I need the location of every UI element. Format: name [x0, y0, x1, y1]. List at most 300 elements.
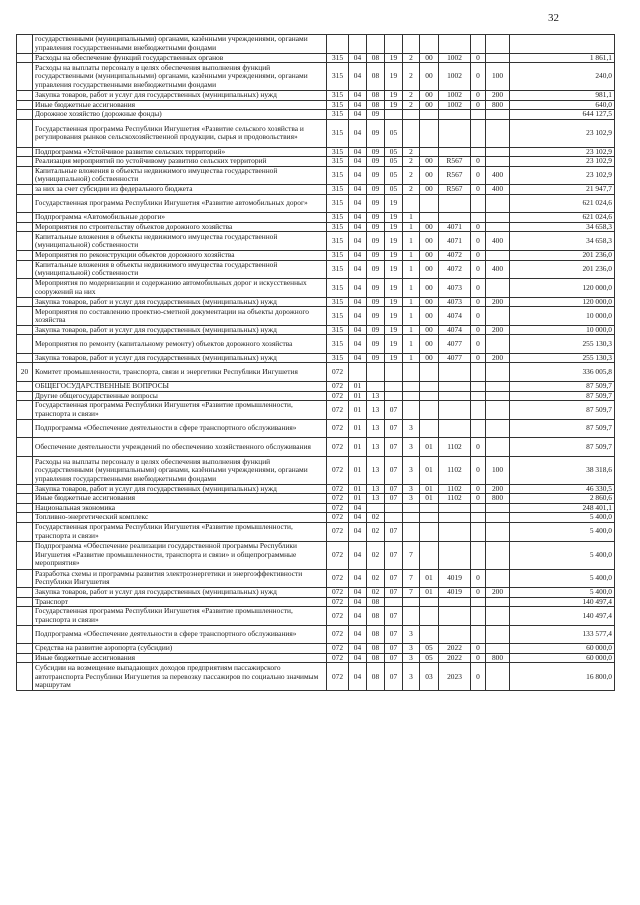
row-subsection-code: 09: [367, 279, 385, 298]
row-subprogram-code: 3: [403, 456, 420, 484]
row-ved-code: 315: [327, 185, 349, 195]
row-name: Капитальные вложения в объекты недвижимого имущества государственной (муниципальной) собственности: [33, 232, 327, 251]
row-section-code: 01: [349, 484, 367, 494]
row-expense-type-code: [486, 335, 510, 354]
row-subsection-code: 09: [367, 213, 385, 223]
row-ved-code: 072: [327, 663, 349, 691]
table-row: [17, 401, 615, 420]
row-direction-code: [439, 625, 471, 644]
row-measure-code: [420, 419, 439, 438]
row-direction-suffix: [471, 522, 486, 541]
row-direction-code: [439, 503, 471, 513]
row-direction-code: [439, 110, 471, 120]
row-number: [17, 335, 33, 354]
row-section-code: 04: [349, 63, 367, 91]
row-measure-code: 01: [420, 438, 439, 457]
row-direction-code: 4077: [439, 353, 471, 363]
row-subprogram-code: 3: [403, 625, 420, 644]
row-ved-code: 072: [327, 363, 349, 382]
row-number: [17, 297, 33, 307]
row-measure-code: 00: [420, 53, 439, 63]
row-subsection-code: 08: [367, 644, 385, 654]
row-ved-code: 315: [327, 166, 349, 185]
row-amount: 240,0: [510, 63, 615, 91]
row-number: [17, 194, 33, 213]
row-measure-code: [420, 513, 439, 523]
row-expense-type-code: [486, 438, 510, 457]
row-subprogram-code: [403, 110, 420, 120]
row-direction-suffix: 0: [471, 297, 486, 307]
row-ved-code: 315: [327, 100, 349, 110]
row-amount: 5 400,0: [510, 513, 615, 523]
row-expense-type-code: 800: [486, 653, 510, 663]
table-row: [17, 644, 615, 654]
row-number: [17, 484, 33, 494]
row-ved-code: 315: [327, 353, 349, 363]
row-measure-code: 00: [420, 260, 439, 279]
row-section-code: 04: [349, 663, 367, 691]
row-expense-type-code: [486, 213, 510, 223]
row-expense-type-code: 800: [486, 100, 510, 110]
row-ved-code: 315: [327, 279, 349, 298]
row-direction-code: 4019: [439, 588, 471, 598]
row-section-code: 04: [349, 353, 367, 363]
row-direction-code: R567: [439, 185, 471, 195]
row-program-code: 19: [385, 297, 403, 307]
row-program-code: 07: [385, 607, 403, 626]
row-direction-suffix: 0: [471, 325, 486, 335]
row-subprogram-code: [403, 363, 420, 382]
row-subsection-code: 09: [367, 185, 385, 195]
row-measure-code: 01: [420, 494, 439, 504]
row-number: [17, 325, 33, 335]
row-subsection-code: 09: [367, 119, 385, 147]
row-measure-code: [420, 147, 439, 157]
row-section-code: 04: [349, 522, 367, 541]
row-program-code: 19: [385, 325, 403, 335]
row-program-code: 07: [385, 569, 403, 588]
row-ved-code: 072: [327, 541, 349, 569]
row-program-code: 19: [385, 353, 403, 363]
row-amount: 120 000,0: [510, 279, 615, 298]
row-ved-code: 315: [327, 157, 349, 167]
row-number: [17, 401, 33, 420]
row-name: Подпрограмма «Обеспечение деятельности в сфере транспортного обслуживания»: [33, 625, 327, 644]
row-subsection-code: 13: [367, 484, 385, 494]
row-measure-code: [420, 194, 439, 213]
row-program-code: 19: [385, 100, 403, 110]
row-subsection-code: 02: [367, 513, 385, 523]
row-number: [17, 185, 33, 195]
row-direction-suffix: 0: [471, 222, 486, 232]
row-subprogram-code: 1: [403, 297, 420, 307]
row-ved-code: [327, 35, 349, 54]
row-subsection-code: 02: [367, 588, 385, 598]
row-amount: 87 509,7: [510, 419, 615, 438]
row-number: [17, 147, 33, 157]
row-program-code: 07: [385, 438, 403, 457]
row-program-code: 07: [385, 663, 403, 691]
row-ved-code: 072: [327, 522, 349, 541]
row-section-code: 04: [349, 307, 367, 326]
table-row: [17, 625, 615, 644]
table-row: [17, 91, 615, 101]
row-program-code: 07: [385, 522, 403, 541]
row-name: Государственная программа Республики Ингушетия «Развитие сельского хозяйства и регулирования рынков сельскохозяйственной продукции, сырья и продовольствия»: [33, 119, 327, 147]
row-program-code: 19: [385, 251, 403, 261]
row-number: 20: [17, 363, 33, 382]
row-program-code: 07: [385, 625, 403, 644]
row-ved-code: 072: [327, 513, 349, 523]
row-amount: 60 000,0: [510, 653, 615, 663]
row-direction-suffix: [471, 401, 486, 420]
row-section-code: 04: [349, 279, 367, 298]
row-program-code: 07: [385, 541, 403, 569]
row-expense-type-code: [486, 119, 510, 147]
row-section-code: 04: [349, 222, 367, 232]
row-section-code: 04: [349, 607, 367, 626]
row-subprogram-code: 1: [403, 307, 420, 326]
row-ved-code: 072: [327, 484, 349, 494]
row-expense-type-code: [486, 251, 510, 261]
row-program-code: [385, 513, 403, 523]
row-direction-code: R567: [439, 157, 471, 167]
row-measure-code: 00: [420, 307, 439, 326]
row-name: Закупка товаров, работ и услуг для государственных (муниципальных) нужд: [33, 325, 327, 335]
row-subprogram-code: 3: [403, 484, 420, 494]
row-subprogram-code: 1: [403, 251, 420, 261]
row-subsection-code: 09: [367, 222, 385, 232]
row-section-code: 04: [349, 166, 367, 185]
row-name: Закупка товаров, работ и услуг для государственных (муниципальных) нужд: [33, 588, 327, 598]
row-direction-suffix: 0: [471, 653, 486, 663]
row-direction-code: 4073: [439, 279, 471, 298]
row-amount: 621 024,6: [510, 213, 615, 223]
row-section-code: 04: [349, 194, 367, 213]
row-ved-code: 072: [327, 419, 349, 438]
row-amount: 34 658,3: [510, 232, 615, 251]
row-number: [17, 353, 33, 363]
row-amount: 10 000,0: [510, 307, 615, 326]
row-amount: 201 236,0: [510, 260, 615, 279]
row-ved-code: 315: [327, 53, 349, 63]
row-expense-type-code: 100: [486, 63, 510, 91]
row-name: Государственная программа Республики Ингушетия «Развитие промышленности, транспорта и связи»: [33, 401, 327, 420]
row-direction-suffix: 0: [471, 63, 486, 91]
row-number: [17, 251, 33, 261]
row-section-code: 04: [349, 644, 367, 654]
row-name: Дорожное хозяйство (дорожные фонды): [33, 110, 327, 120]
row-subprogram-code: [403, 391, 420, 401]
table-row: [17, 513, 615, 523]
row-ved-code: 315: [327, 297, 349, 307]
row-program-code: [385, 391, 403, 401]
row-subsection-code: 13: [367, 391, 385, 401]
row-number: [17, 166, 33, 185]
row-expense-type-code: 400: [486, 185, 510, 195]
row-subprogram-code: 2: [403, 166, 420, 185]
row-measure-code: 00: [420, 279, 439, 298]
row-amount: 640,0: [510, 100, 615, 110]
row-section-code: 04: [349, 53, 367, 63]
row-program-code: 19: [385, 335, 403, 354]
row-amount: 981,1: [510, 91, 615, 101]
row-section-code: 01: [349, 494, 367, 504]
row-expense-type-code: [486, 503, 510, 513]
row-amount: 87 509,7: [510, 438, 615, 457]
row-ved-code: 315: [327, 222, 349, 232]
row-direction-code: 4019: [439, 569, 471, 588]
row-subprogram-code: 1: [403, 260, 420, 279]
row-subsection-code: 02: [367, 522, 385, 541]
row-subprogram-code: 2: [403, 91, 420, 101]
row-amount: 120 000,0: [510, 297, 615, 307]
row-name: Государственная программа Республики Ингушетия «Развитие промышленности, транспорта и связи»: [33, 522, 327, 541]
row-measure-code: 01: [420, 588, 439, 598]
row-name: Средства на развитие аэропорта (субсидии): [33, 644, 327, 654]
row-number: [17, 279, 33, 298]
row-expense-type-code: [486, 53, 510, 63]
row-direction-suffix: [471, 541, 486, 569]
row-program-code: 19: [385, 232, 403, 251]
row-section-code: 04: [349, 625, 367, 644]
table-row: [17, 100, 615, 110]
row-section-code: 04: [349, 119, 367, 147]
row-direction-code: [439, 35, 471, 54]
row-ved-code: 315: [327, 91, 349, 101]
table-row: [17, 335, 615, 354]
row-direction-code: 2022: [439, 653, 471, 663]
row-subsection-code: 13: [367, 438, 385, 457]
row-section-code: 04: [349, 260, 367, 279]
row-subsection-code: 09: [367, 335, 385, 354]
row-section-code: 04: [349, 541, 367, 569]
row-program-code: [385, 110, 403, 120]
row-direction-code: [439, 213, 471, 223]
row-subsection-code: 09: [367, 232, 385, 251]
row-number: [17, 597, 33, 607]
table-row: [17, 494, 615, 504]
row-direction-code: [439, 607, 471, 626]
row-number: [17, 53, 33, 63]
row-expense-type-code: 100: [486, 456, 510, 484]
row-expense-type-code: 400: [486, 260, 510, 279]
row-section-code: 04: [349, 503, 367, 513]
row-amount: 60 000,0: [510, 644, 615, 654]
row-number: [17, 653, 33, 663]
row-program-code: 05: [385, 119, 403, 147]
row-ved-code: 315: [327, 194, 349, 213]
row-subsection-code: 09: [367, 325, 385, 335]
table-row: [17, 522, 615, 541]
row-direction-code: 4071: [439, 232, 471, 251]
row-number: [17, 91, 33, 101]
table-row: [17, 607, 615, 626]
row-direction-code: 4077: [439, 335, 471, 354]
row-direction-suffix: [471, 363, 486, 382]
row-direction-suffix: 0: [471, 166, 486, 185]
row-subsection-code: 08: [367, 100, 385, 110]
row-section-code: 04: [349, 335, 367, 354]
row-program-code: 05: [385, 166, 403, 185]
row-direction-code: [439, 419, 471, 438]
row-measure-code: 00: [420, 100, 439, 110]
row-subsection-code: [367, 382, 385, 392]
row-name: Мероприятия по строительству объектов дорожного хозяйства: [33, 222, 327, 232]
row-program-code: 07: [385, 644, 403, 654]
row-subsection-code: [367, 503, 385, 513]
row-expense-type-code: [486, 597, 510, 607]
row-direction-suffix: 0: [471, 456, 486, 484]
row-section-code: 04: [349, 100, 367, 110]
row-ved-code: 072: [327, 653, 349, 663]
row-measure-code: [420, 110, 439, 120]
row-direction-code: [439, 401, 471, 420]
row-direction-code: 4074: [439, 307, 471, 326]
row-ved-code: 072: [327, 438, 349, 457]
row-program-code: 19: [385, 53, 403, 63]
row-direction-code: [439, 597, 471, 607]
row-name: государственными (муниципальными) органами, казёнными учреждениями, органами управления государственными внебюджетными фондами: [33, 35, 327, 54]
row-measure-code: [420, 363, 439, 382]
budget-table: [16, 34, 615, 691]
row-program-code: 19: [385, 63, 403, 91]
row-section-code: [349, 35, 367, 54]
table-row: [17, 63, 615, 91]
row-amount: 621 024,6: [510, 194, 615, 213]
row-expense-type-code: [486, 279, 510, 298]
row-program-code: 07: [385, 484, 403, 494]
row-subprogram-code: [403, 119, 420, 147]
row-program-code: 05: [385, 185, 403, 195]
row-subprogram-code: 1: [403, 213, 420, 223]
row-measure-code: [420, 391, 439, 401]
row-ved-code: 315: [327, 260, 349, 279]
row-number: [17, 494, 33, 504]
row-section-code: 01: [349, 401, 367, 420]
table-row: [17, 503, 615, 513]
row-direction-code: [439, 391, 471, 401]
row-direction-suffix: 0: [471, 251, 486, 261]
row-subsection-code: 09: [367, 194, 385, 213]
row-measure-code: 00: [420, 157, 439, 167]
row-program-code: 05: [385, 147, 403, 157]
row-measure-code: [420, 119, 439, 147]
row-direction-suffix: 0: [471, 100, 486, 110]
table-row: [17, 438, 615, 457]
row-direction-code: 1102: [439, 494, 471, 504]
row-ved-code: 072: [327, 401, 349, 420]
row-section-code: 04: [349, 110, 367, 120]
row-direction-code: 4071: [439, 222, 471, 232]
row-direction-suffix: 0: [471, 232, 486, 251]
row-subsection-code: 09: [367, 110, 385, 120]
row-subsection-code: 08: [367, 625, 385, 644]
row-number: [17, 391, 33, 401]
row-expense-type-code: [486, 35, 510, 54]
row-number: [17, 644, 33, 654]
row-name: Субсидии на возмещение выпадающих доходов предприятиям пассажирского автотранспорта Республики Ингушетия за перевозку пассажиров по социально значимым маршрутам: [33, 663, 327, 691]
row-name: Расходы на выплаты персоналу в целях обеспечения выполнения функций государственными (муниципальными) органами, казёнными учреждениями, органами управления государственными внебюджетными фондами: [33, 456, 327, 484]
row-direction-code: 1002: [439, 91, 471, 101]
row-name: Иные бюджетные ассигнования: [33, 494, 327, 504]
row-subprogram-code: 3: [403, 438, 420, 457]
row-name: Закупка товаров, работ и услуг для государственных (муниципальных) нужд: [33, 297, 327, 307]
table-row: [17, 147, 615, 157]
row-number: [17, 569, 33, 588]
row-measure-code: [420, 35, 439, 54]
row-subsection-code: 08: [367, 91, 385, 101]
row-amount: 10 000,0: [510, 325, 615, 335]
row-expense-type-code: [486, 391, 510, 401]
table-row: [17, 456, 615, 484]
row-direction-code: R567: [439, 166, 471, 185]
row-amount: 5 400,0: [510, 569, 615, 588]
row-subprogram-code: 1: [403, 325, 420, 335]
row-amount: 255 130,3: [510, 353, 615, 363]
row-subprogram-code: 7: [403, 588, 420, 598]
table-row: [17, 325, 615, 335]
row-ved-code: 315: [327, 325, 349, 335]
row-subprogram-code: 3: [403, 419, 420, 438]
row-ved-code: 072: [327, 588, 349, 598]
row-subsection-code: 08: [367, 53, 385, 63]
table-row: [17, 35, 615, 54]
row-direction-code: 1102: [439, 438, 471, 457]
row-expense-type-code: [486, 147, 510, 157]
row-measure-code: [420, 541, 439, 569]
row-number: [17, 157, 33, 167]
row-section-code: 04: [349, 297, 367, 307]
row-amount: 2 860,6: [510, 494, 615, 504]
row-direction-code: [439, 194, 471, 213]
row-direction-suffix: [471, 147, 486, 157]
row-subprogram-code: 2: [403, 147, 420, 157]
table-row: [17, 279, 615, 298]
row-amount: 140 497,4: [510, 597, 615, 607]
row-direction-suffix: 0: [471, 307, 486, 326]
row-ved-code: 072: [327, 391, 349, 401]
row-amount: 5 400,0: [510, 588, 615, 598]
row-amount: 34 658,3: [510, 222, 615, 232]
row-amount: 133 577,4: [510, 625, 615, 644]
row-name: за них за счет субсидии из федерального бюджета: [33, 185, 327, 195]
row-direction-code: [439, 513, 471, 523]
row-expense-type-code: [486, 569, 510, 588]
row-subsection-code: [367, 363, 385, 382]
row-ved-code: 072: [327, 597, 349, 607]
row-section-code: 04: [349, 185, 367, 195]
row-ved-code: 315: [327, 335, 349, 354]
row-program-code: [385, 35, 403, 54]
row-number: [17, 222, 33, 232]
row-ved-code: 315: [327, 251, 349, 261]
row-subprogram-code: 3: [403, 653, 420, 663]
row-ved-code: 072: [327, 382, 349, 392]
row-expense-type-code: 200: [486, 484, 510, 494]
row-subprogram-code: 1: [403, 335, 420, 354]
row-number: [17, 260, 33, 279]
row-direction-suffix: 0: [471, 644, 486, 654]
row-direction-suffix: [471, 382, 486, 392]
row-section-code: 04: [349, 157, 367, 167]
row-amount: 1 861,1: [510, 53, 615, 63]
row-direction-suffix: [471, 119, 486, 147]
row-amount: 644 127,5: [510, 110, 615, 120]
row-name: Закупка товаров, работ и услуг для государственных (муниципальных) нужд: [33, 484, 327, 494]
row-expense-type-code: [486, 363, 510, 382]
row-section-code: 04: [349, 569, 367, 588]
